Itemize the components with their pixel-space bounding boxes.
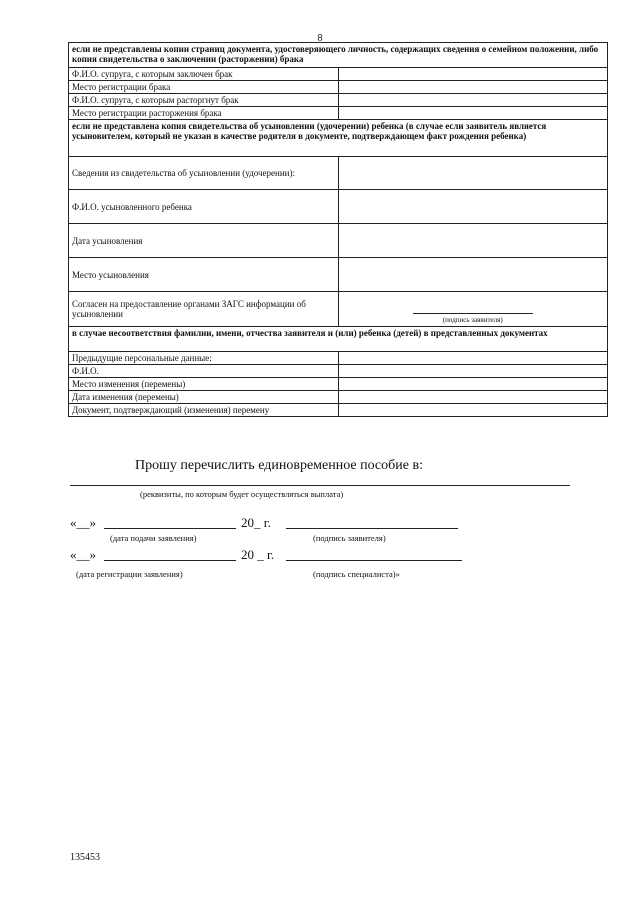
previous-data-field[interactable] bbox=[338, 352, 608, 365]
divorce-place-label: Место регистрации расторжения брака bbox=[69, 107, 339, 120]
fio-label: Ф.И.О. bbox=[69, 365, 339, 378]
change-date-field[interactable] bbox=[338, 391, 608, 404]
spouse-divorced-field[interactable] bbox=[338, 94, 608, 107]
spouse-married-field[interactable] bbox=[338, 68, 608, 81]
adoption-date-field[interactable] bbox=[338, 224, 608, 258]
applicant-signature-line[interactable] bbox=[286, 528, 458, 529]
registration-date-caption: (дата регистрации заявления) bbox=[76, 569, 183, 579]
payment-request-text: Прошу перечислить единовременное пособие в: bbox=[135, 458, 423, 473]
consent-signature-field[interactable] bbox=[338, 292, 608, 327]
applicant-signature-caption: (подпись заявителя) bbox=[313, 533, 386, 543]
adopted-child-name-field[interactable] bbox=[338, 190, 608, 224]
change-place-field[interactable] bbox=[338, 378, 608, 391]
change-document-label: Документ, подтверждающий (изменения) перемену bbox=[69, 404, 339, 417]
application-date-day: «__» bbox=[70, 515, 96, 530]
registration-date-day: «__» bbox=[70, 547, 96, 562]
consent-signature-line bbox=[413, 313, 533, 314]
adopted-child-name-label: Ф.И.О. усыновленного ребенка bbox=[69, 190, 339, 224]
fio-field[interactable] bbox=[338, 365, 608, 378]
divorce-place-field[interactable] bbox=[338, 107, 608, 120]
adoption-info-field[interactable] bbox=[338, 157, 608, 190]
specialist-signature-line[interactable] bbox=[286, 560, 462, 561]
section-adoption-header: если не представлена копия свидетельства об усыновлении (удочерении) ребенка (в случае если заявитель является усыновителем, который не указан в качестве родителя в документе, подтверждающем факт рождения ребенка) bbox=[69, 120, 608, 157]
page-number: 8 bbox=[317, 33, 323, 44]
section-marital-header: если не представлены копии страниц документа, удостоверяющего личность, содержащих сведения о семейном положении, либо копия свидетельства о заключении (расторжении) брака bbox=[69, 43, 608, 68]
registration-year: 20 _ г. bbox=[241, 547, 275, 562]
payment-details-caption: (реквизиты, по которым будет осуществляться выплата) bbox=[140, 489, 344, 499]
specialist-signature-caption: (подпись специалиста)» bbox=[313, 569, 400, 579]
marriage-place-label: Место регистрации брака bbox=[69, 81, 339, 94]
adoption-info-label: Сведения из свидетельства об усыновлении (удочерении): bbox=[69, 157, 339, 190]
adoption-place-label: Место усыновления bbox=[69, 258, 339, 292]
adoption-date-label: Дата усыновления bbox=[69, 224, 339, 258]
previous-data-label: Предыдущие персональные данные: bbox=[69, 352, 339, 365]
consent-label: Согласен на предоставление органами ЗАГС информации об усыновлении bbox=[69, 292, 339, 327]
registration-date-line[interactable] bbox=[104, 560, 236, 561]
payment-details-line[interactable] bbox=[70, 485, 570, 486]
change-place-label: Место изменения (перемены) bbox=[69, 378, 339, 391]
spouse-married-label: Ф.И.О. супруга, с которым заключен брак bbox=[69, 68, 339, 81]
application-year: 20_ г. bbox=[241, 515, 271, 530]
application-date-line[interactable] bbox=[104, 528, 236, 529]
consent-signature-caption: (подпись заявителя) bbox=[442, 316, 503, 324]
spouse-divorced-label: Ф.И.О. супруга, с которым расторгнут брак bbox=[69, 94, 339, 107]
section-name-change-header: в случае несоответствия фамилии, имени, отчества заявителя и (или) ребенка (детей) в представленных документах bbox=[69, 327, 608, 352]
adoption-place-field[interactable] bbox=[338, 258, 608, 292]
application-date-caption: (дата подачи заявления) bbox=[110, 533, 197, 543]
change-date-label: Дата изменения (перемены) bbox=[69, 391, 339, 404]
application-form-table bbox=[68, 42, 608, 417]
change-document-field[interactable] bbox=[338, 404, 608, 417]
document-code: 135453 bbox=[70, 852, 100, 863]
marriage-place-field[interactable] bbox=[338, 81, 608, 94]
